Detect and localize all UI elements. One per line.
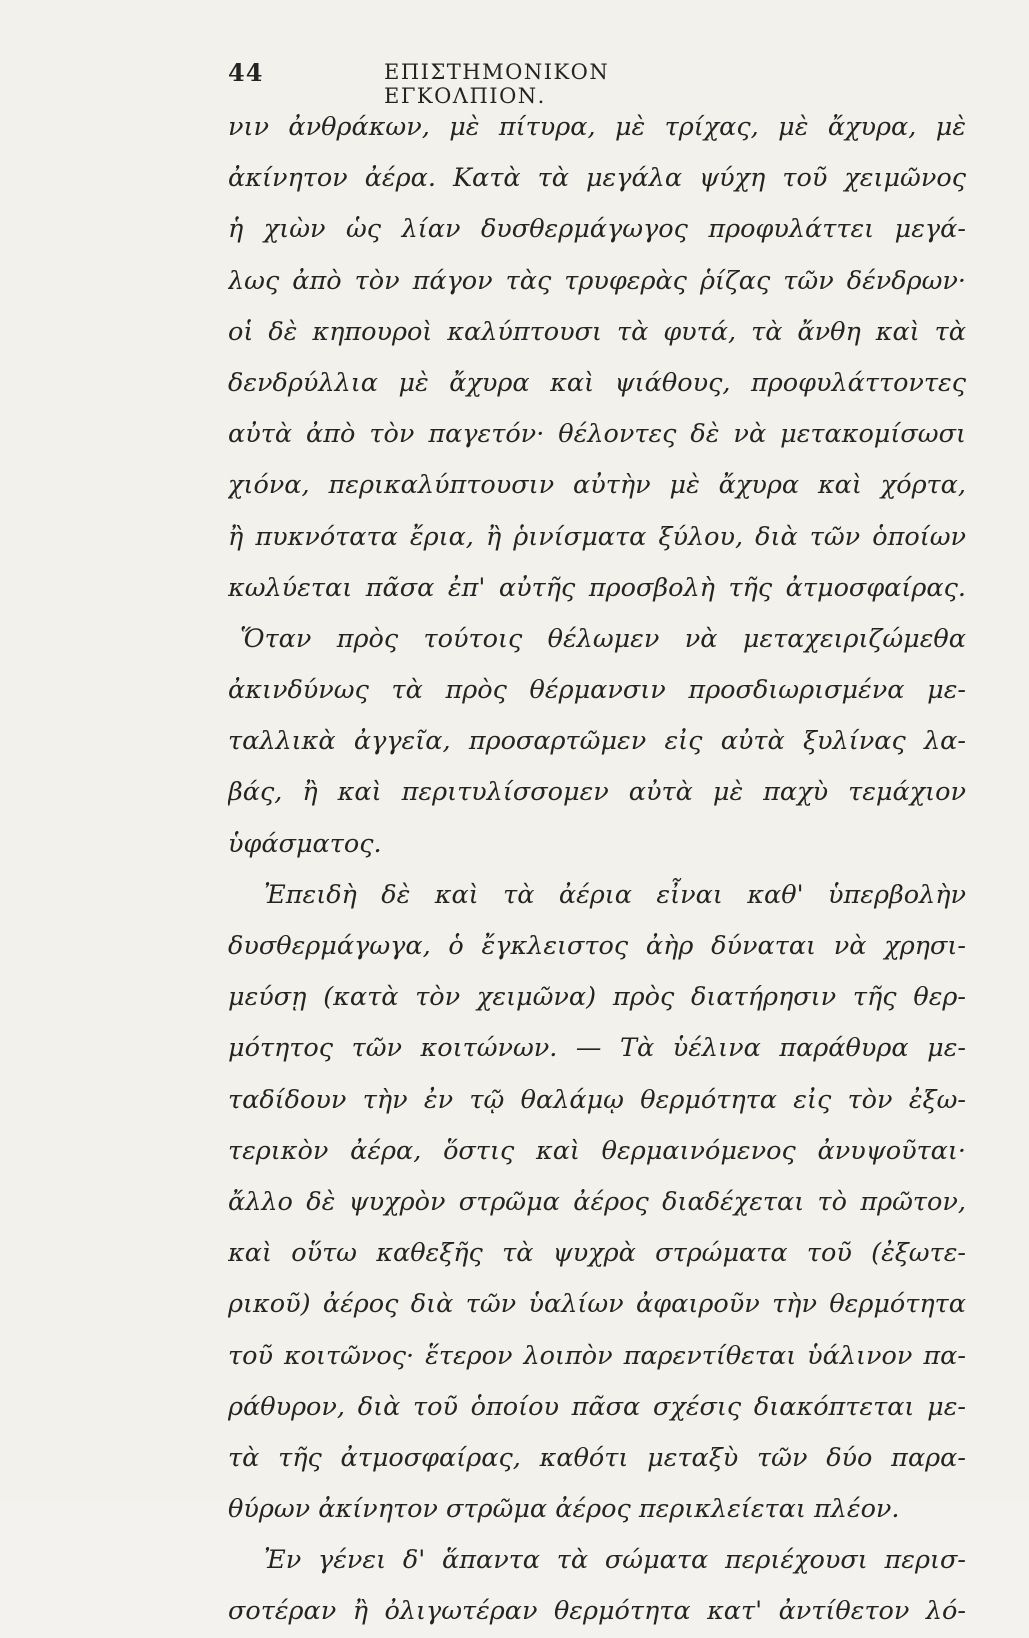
text-line: λως ἀπὸ τὸν πάγον τὰς τρυφερὰς ῥίζας τῶν δένδρων·	[228, 265, 966, 296]
text-line: μεύσῃ (κατὰ τὸν χειμῶνα) πρὸς διατήρησιν τῆς θερ-	[228, 982, 966, 1013]
text-line: μότητος τῶν κοιτώνων. — Τὰ ὑέλινα παράθυρα με-	[228, 1033, 966, 1064]
text-line: ρικοῦ) ἀέρος διὰ τῶν ὑαλίων ἀφαιροῦν τὴν θερμότητα	[228, 1289, 966, 1320]
text-line: ἢ πυκνότατα ἔρια, ἢ ῥινίσματα ξύλου, διὰ τῶν ὁποίων	[228, 521, 966, 552]
running-header	[228, 58, 768, 108]
text-line: αὐτὰ ἀπὸ τὸν παγετόν· θέλοντες δὲ νὰ μετακομίσωσι	[228, 419, 966, 450]
text-line: χιόνα, περικαλύπτουσιν αὐτὴν μὲ ἄχυρα καὶ χόρτα,	[228, 470, 966, 501]
text-line: τοῦ κοιτῶνος· ἕτερον λοιπὸν παρεντίθεται ὑάλινον πα-	[228, 1340, 966, 1371]
running-title: ΕΠΙΣΤΗΜΟΝΙΚΟΝ ΕΓΚΟΛΠΙΟΝ.	[384, 60, 610, 108]
text-line: τερικὸν ἀέρα, ὅστις καὶ θερμαινόμενος ἀνυψοῦται·	[228, 1135, 966, 1166]
text-line: ταδίδουν τὴν ἐν τῷ θαλάμῳ θερμότητα εἰς τὸν ἐξω-	[228, 1084, 966, 1115]
text-line: ταλλικὰ ἀγγεῖα, προσαρτῶμεν εἰς αὐτὰ ξυλίνας λα-	[228, 726, 966, 757]
text-line: ἀκινδύνως τὰ πρὸς θέρμανσιν προσδιωρισμένα με-	[228, 675, 966, 706]
text-line: σοτέραν ἢ ὀλιγωτέραν θερμότητα κατ' ἀντίθετον λό-	[228, 1596, 966, 1627]
text-line: δενδρύλλια μὲ ἄχυρα καὶ ψιάθους, προφυλάττοντες	[228, 367, 966, 398]
text-line: νιν ἀνθράκων, μὲ πίτυρα, μὲ τρίχας, μὲ ἄχυρα, μὲ	[228, 112, 966, 142]
text-line: ράθυρον, διὰ τοῦ ὁποίου πᾶσα σχέσις διακόπτεται με-	[228, 1391, 966, 1422]
text-line: τὰ τῆς ἀτμοσφαίρας, καθότι μεταξὺ τῶν δύο παρα-	[228, 1442, 966, 1473]
text-line: Ὅταν πρὸς τούτοις θέλωμεν νὰ μεταχειριζώμεθα	[240, 623, 966, 654]
text-line: Ἐν γένει δ' ἅπαντα τὰ σώματα περιέχουσι περισ-	[264, 1545, 966, 1576]
text-line: ἡ χιὼν ὡς λίαν δυσθερμάγωγος προφυλάττει μεγά-	[228, 214, 966, 245]
text-line: δυσθερμάγωγα, ὁ ἔγκλειστος ἀὴρ δύναται νὰ χρησι-	[228, 931, 966, 961]
text-line: θύρων ἀκίνητον στρῶμα ἀέρος περικλείεται πλέον.	[228, 1494, 900, 1525]
text-line: οἱ δὲ κηπουροὶ καλύπτουσι τὰ φυτά, τὰ ἄνθη καὶ τὰ	[228, 316, 966, 347]
text-line: ἄλλο δὲ ψυχρὸν στρῶμα ἀέρος διαδέχεται τὸ πρῶτον,	[228, 1186, 966, 1217]
text-line: ὑφάσματος.	[228, 828, 382, 859]
text-line: ἀκίνητον ἀέρα. Κατὰ τὰ μεγάλα ψύχη τοῦ χειμῶνος	[228, 163, 966, 194]
text-line: βάς, ἢ καὶ περιτυλίσσομεν αὐτὰ μὲ παχὺ τεμάχιον	[228, 777, 966, 808]
text-line: κωλύεται πᾶσα ἐπ' αὐτῆς προσβολὴ τῆς ἀτμοσφαίρας.	[228, 572, 966, 603]
body-text	[228, 102, 966, 1638]
page-number: 44	[228, 58, 264, 87]
text-line: Ἐπειδὴ δὲ καὶ τὰ ἀέρια εἶναι καθ' ὑπερβολὴν	[264, 879, 966, 910]
text-line: καὶ οὕτω καθεξῆς τὰ ψυχρὰ στρώματα τοῦ (ἐξωτε-	[228, 1238, 966, 1269]
